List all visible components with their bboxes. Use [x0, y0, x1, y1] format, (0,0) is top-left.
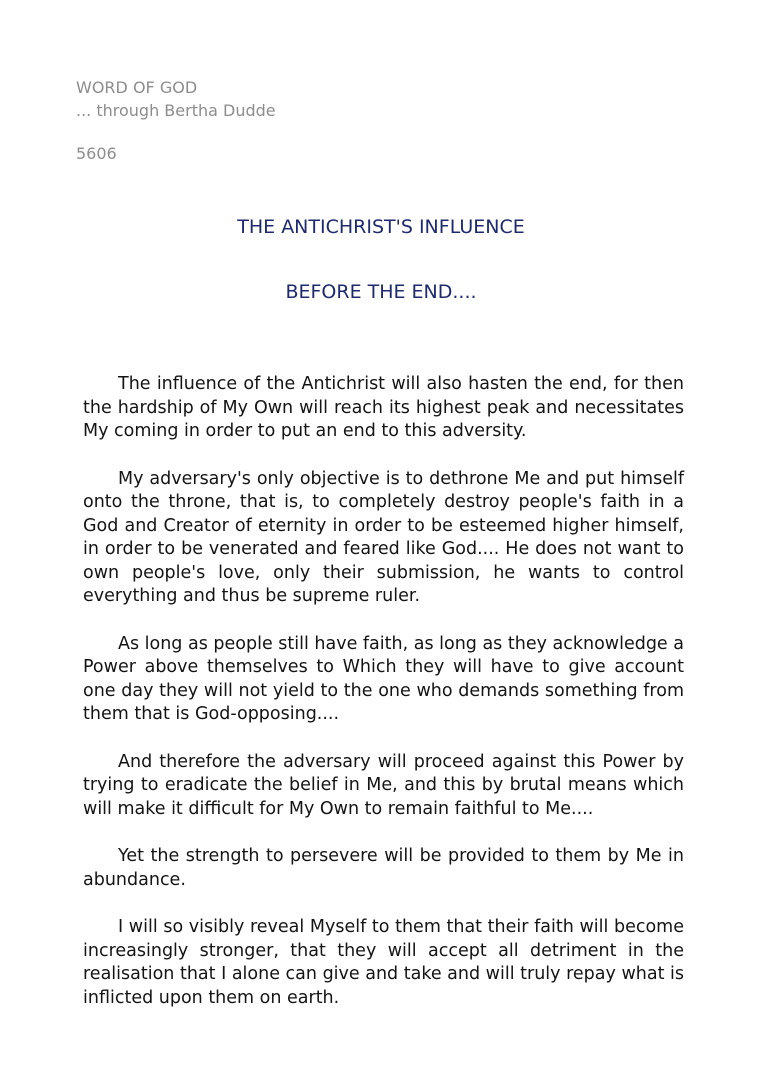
series-title: WORD OF GOD	[76, 78, 198, 97]
document-body	[83, 373, 684, 1034]
page-subtitle: BEFORE THE END....	[285, 281, 477, 303]
paragraph-5: Yet the strength to persevere will be provided to them by Me in abundance.	[83, 846, 684, 890]
paragraph-4: And therefore the adversary will proceed against this Power by trying to eradicate the belief in Me, and this by brutal means which will make it difficult for My Own to remain faithful to Me....	[83, 751, 684, 819]
document-number: 5606	[76, 144, 117, 163]
author-line: ... through Bertha Dudde	[76, 101, 276, 120]
paragraph-2: My adversary's only objective is to dethrone Me and put himself onto the throne, that is, to completely destroy people's faith in a God and Creator of eternity in order to be esteemed higher himself, in order to be venerated and feared like God.... He does not want to own people's love, only their submission, he wants to control everything and thus be supreme ruler.	[83, 468, 684, 606]
paragraph-1: The influence of the Antichrist will also hasten the end, for then the hardship of My Own will reach its highest peak and necessitates My coming in order to put an end to this adversity.	[83, 374, 684, 441]
paragraph-6: I will so visibly reveal Myself to them that their faith will become increasingly stronger, that they will accept all detriment in the realisation that I alone can give and take and will truly repay what is inflicted upon them on earth.	[83, 917, 684, 1008]
document-header	[76, 76, 276, 165]
page-title: THE ANTICHRIST'S INFLUENCE	[237, 216, 525, 238]
paragraph-3: As long as people still have faith, as long as they acknowledge a Power above themselves to Which they will have to give account one day they will not yield to the one who demands something from them that is God-opposing....	[83, 633, 684, 724]
